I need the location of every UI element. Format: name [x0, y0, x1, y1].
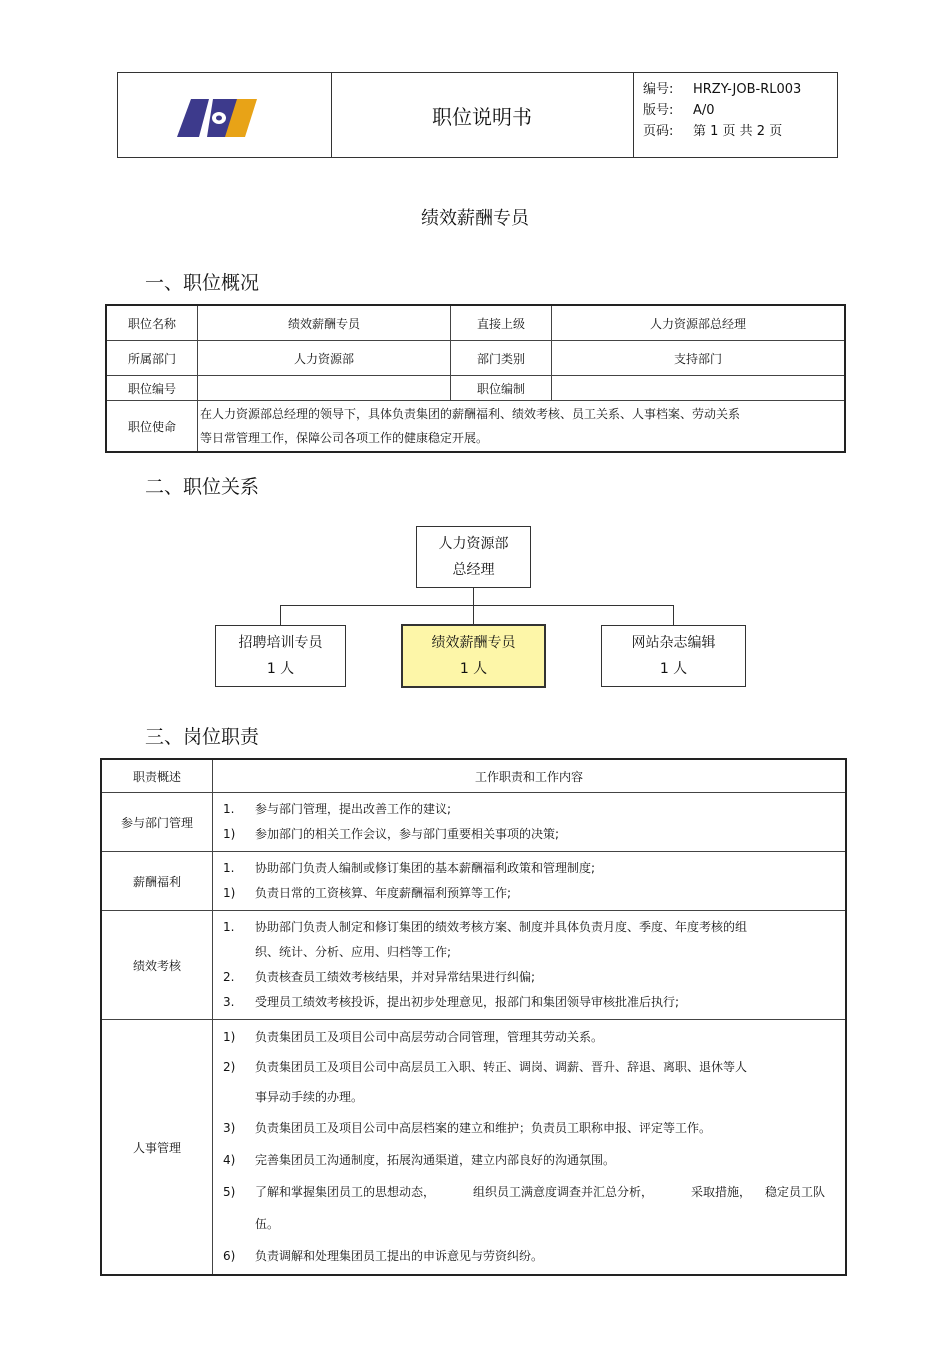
duties-table [100, 758, 847, 1276]
item-text-line: 织、统计、分析、应用、归档等工作; [255, 945, 452, 959]
section2-heading: 二、职位关系 [145, 476, 260, 498]
table-cell: 职位名称 [106, 305, 198, 341]
org-node-recruiting [215, 625, 346, 687]
table-row [106, 401, 845, 453]
org-node-name: 网站杂志编辑 [631, 635, 716, 651]
table-cell: 绩效薪酬专员 [198, 305, 451, 341]
item-text-part: 组织员工满意度调查并汇总分析， [473, 1185, 654, 1199]
item-text-part: 稳定员工队伍。 [255, 1185, 826, 1231]
list-item [223, 990, 845, 1015]
item-number: 6) [223, 1249, 236, 1263]
connector-line [280, 605, 281, 625]
org-node-line: 总经理 [452, 562, 495, 578]
connector-line [673, 605, 674, 625]
item-text-part: 了解和掌握集团员工的思想动态， [255, 1185, 436, 1199]
table-cell: 职位编制 [451, 376, 552, 401]
table-row [101, 1020, 846, 1276]
item-number: 1. [223, 861, 235, 875]
item-text-line: 协助部门负责人制定和修订集团的绩效考核方案、制度并具体负责月度、季度、年度考核的组 [255, 920, 748, 934]
item-text-line: 负责集团员工及项目公司中高层员工入职、转正、调岗、调薪、晋升、辞退、离职、退休等人 [255, 1060, 748, 1074]
position-overview-table [105, 304, 846, 453]
item-number: 3) [223, 1121, 236, 1135]
page-value: 第 1 页 共 2 页 [693, 124, 783, 139]
duty-group-name: 绩效考核 [101, 911, 213, 1020]
list-item [223, 915, 845, 965]
item-text-line: 事异动手续的办理。 [255, 1090, 364, 1104]
table-cell: 部门类别 [451, 341, 552, 376]
version-value: A/0 [693, 103, 715, 118]
connector-line [473, 588, 474, 624]
item-number: 3. [223, 995, 235, 1009]
list-item [223, 1176, 845, 1240]
org-node-name: 绩效薪酬专员 [431, 635, 516, 651]
org-node-count: 1 人 [266, 661, 295, 677]
column-header: 职责概述 [101, 759, 213, 793]
list-item [223, 1144, 845, 1176]
org-node-name: 招聘培训专员 [238, 635, 323, 651]
duty-group-items [213, 1020, 847, 1276]
table-cell: 直接上级 [451, 305, 552, 341]
list-item [223, 1052, 845, 1112]
org-node-current-position [401, 624, 546, 688]
list-item [223, 965, 845, 990]
table-row [101, 759, 846, 793]
org-node-manager [416, 526, 531, 588]
section1-heading: 一、职位概况 [145, 272, 260, 294]
duty-group-items [213, 793, 847, 852]
item-text-part: 采取措施， [691, 1185, 752, 1199]
table-cell: 人力资源部 [198, 341, 451, 376]
header-meta [634, 79, 839, 142]
table-row [106, 341, 845, 376]
company-logo [173, 93, 259, 143]
item-number: 1) [223, 827, 236, 841]
org-node-count: 1 人 [659, 661, 688, 677]
list-item [223, 881, 845, 906]
document-title: 绩效薪酬专员 [421, 208, 529, 229]
table-cell [552, 376, 846, 401]
item-text: 负责调解和处理集团员工提出的申诉意见与劳资纠纷。 [255, 1249, 544, 1263]
item-text: 协助部门负责人编制或修订集团的基本薪酬福利政策和管理制度; [255, 861, 596, 875]
duty-group-name: 参与部门管理 [101, 793, 213, 852]
org-node-line: 人力资源部 [438, 536, 509, 552]
list-item [223, 1112, 845, 1144]
column-header: 工作职责和工作内容 [213, 759, 847, 793]
item-number: 4) [223, 1153, 236, 1167]
org-node-count: 1 人 [459, 661, 488, 677]
item-number: 1) [223, 1030, 236, 1044]
list-item [223, 1022, 845, 1052]
item-number: 2. [223, 970, 235, 984]
table-cell: 所属部门 [106, 341, 198, 376]
item-text: 完善集团员工沟通制度，拓展沟通渠道，建立内部良好的沟通氛围。 [255, 1153, 616, 1167]
connector-line [280, 605, 674, 606]
header-title: 职位说明书 [331, 73, 634, 157]
list-item [223, 822, 845, 847]
list-item [223, 1240, 845, 1272]
table-cell: 支持部门 [552, 341, 846, 376]
item-text: 参与部门管理，提出改善工作的建议; [255, 802, 452, 816]
item-text: 受理员工绩效考核投诉，提出初步处理意见，报部门和集团领导审核批准后执行; [255, 995, 680, 1009]
item-text: 负责核查员工绩效考核结果，并对异常结果进行纠偏; [255, 970, 536, 984]
table-row [106, 376, 845, 401]
item-number: 1. [223, 802, 235, 816]
item-text: 负责集团员工及项目公司中高层档案的建立和维护；负责员工职称申报、评定等工作。 [255, 1121, 712, 1135]
section3-heading: 三、岗位职责 [145, 726, 260, 748]
table-cell: 职位编号 [106, 376, 198, 401]
item-text: 负责集团员工及项目公司中高层劳动合同管理，管理其劳动关系。 [255, 1030, 604, 1044]
item-number: 2) [223, 1060, 236, 1074]
duty-group-items [213, 911, 847, 1020]
item-text [255, 915, 845, 965]
table-cell [198, 376, 451, 401]
document-header [117, 72, 838, 158]
mission-line: 等日常管理工作，保障公司各项工作的健康稳定开展。 [200, 431, 489, 445]
mission-line: 在人力资源部总经理的领导下，具体负责集团的薪酬福利、绩效考核、员工关系、人事档案、劳动关系 [200, 407, 741, 421]
list-item [223, 797, 845, 822]
item-text [255, 1052, 845, 1112]
duty-group-items [213, 852, 847, 911]
item-number: 1. [223, 920, 235, 934]
logo-cell [118, 73, 332, 157]
item-number: 1) [223, 886, 236, 900]
code-value: HRZY-JOB-RL003 [693, 82, 802, 97]
duty-group-name: 人事管理 [101, 1020, 213, 1276]
duty-group-name: 薪酬福利 [101, 852, 213, 911]
table-cell: 人力资源部总经理 [552, 305, 846, 341]
list-item [223, 856, 845, 881]
table-row [101, 911, 846, 1020]
page-label: 页码: [643, 124, 674, 139]
org-node-website-editor [601, 625, 746, 687]
mission-label: 职位使命 [106, 401, 198, 453]
item-text [255, 1176, 845, 1240]
version-label: 版号: [643, 103, 674, 118]
item-text: 参加部门的相关工作会议，参与部门重要相关事项的决策; [255, 827, 560, 841]
table-row [101, 852, 846, 911]
code-label: 编号: [643, 82, 674, 97]
item-number: 5) [223, 1185, 236, 1199]
table-row [101, 793, 846, 852]
item-text: 负责日常的工资核算、年度薪酬福利预算等工作; [255, 886, 512, 900]
mission-text [198, 401, 846, 453]
table-row [106, 305, 845, 341]
